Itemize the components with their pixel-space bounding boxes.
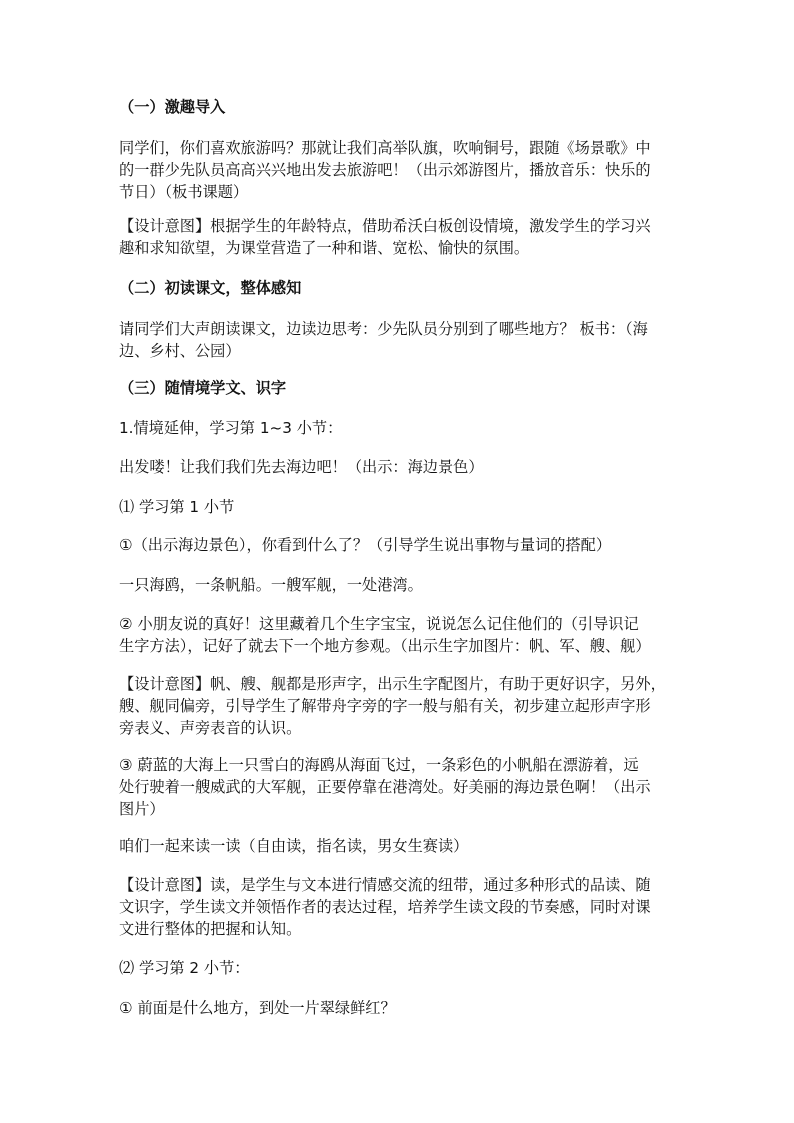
subheading-part-1: ⑴ 学习第 1 小节 [119,498,235,516]
text-line: 边、乡村、公园） [119,342,241,360]
heading-section-1: （一）激趣导入 [119,98,226,116]
text-line: ③ 蔚蓝的大海上一只雪白的海鸥从海面飞过，一条彩色的小帆船在漂游着，远 [119,756,639,774]
text-line: 文进行整体的把握和认知。 [119,920,302,938]
text-line: 节日）（板书课题） [119,183,249,201]
paragraph-read-together: 咱们一起来读一读（自由读，指名读，男女生赛读） [119,837,469,855]
text-line: 同学们，你们喜欢旅游吗？那就让我们高举队旗，吹响铜号，跟随《场景歌》中 [119,139,651,157]
text-line: 旁表义、声旁表音的认识。 [119,719,302,737]
text-line: 请同学们大声朗读课文，边读边思考：少先队员分别到了哪些地方？ 板书：（海 [119,320,648,338]
text-line: 【设计意图】帆、艘、舰都是形声字，出示生字配图片，有助于更好识字，另外， [119,675,666,693]
text-line: 文识字，学生读文并领悟作者的表达过程，培养学生读文段的节奏感，同时对课 [119,898,651,916]
text-line: 生字方法），记好了就去下一个地方参观。（出示生字加图片：帆、军、艘、舰） [119,637,651,655]
heading-section-3: （三）随情境学文、识字 [119,379,287,397]
text-line: 趣和求知欲望，为课堂营造了一种和谐、宽松、愉快的氛围。 [119,239,530,257]
paragraph-phrases: 一只海鸥，一条帆船。一艘军舰，一处港湾。 [119,576,423,594]
heading-section-2: （二）初读课文，整体感知 [119,279,302,297]
paragraph-item-1: ①（出示海边景色），你看到什么了？（引导学生说出事物与量词的搭配） [119,536,612,554]
text-line: 【设计意图】根据学生的年龄特点，借助希沃白板创设情境，激发学生的学习兴 [119,217,651,235]
text-line: 的一群少先队员高高兴兴地出发去旅游吧！（出示郊游图片，播放音乐：快乐的 [119,161,651,179]
paragraph-part-2-item-1: ① 前面是什么地方，到处一片翠绿鲜红？ [119,999,396,1017]
subheading-part-2: ⑵ 学习第 2 小节： [119,959,250,977]
paragraph-step-1: 1.情境延伸，学习第 1~3 小节： [119,419,343,437]
text-line: 图片） [119,800,165,818]
text-line: 处行驶着一艘威武的大军舰，正要停靠在港湾处。好美丽的海边景色啊！（出示 [119,778,651,796]
paragraph-go-seaside: 出发喽！让我们我们先去海边吧！（出示：海边景色） [119,458,484,476]
text-line: 艘、舰同偏旁，引导学生了解带舟字旁的字一般与船有关，初步建立起形声字形 [119,697,651,715]
text-line: ② 小朋友说的真好！这里藏着几个生字宝宝，说说怎么记住他们的（引导识记 [119,615,639,633]
text-line: 【设计意图】读，是学生与文本进行情感交流的纽带，通过多种形式的品读、随 [119,876,651,894]
